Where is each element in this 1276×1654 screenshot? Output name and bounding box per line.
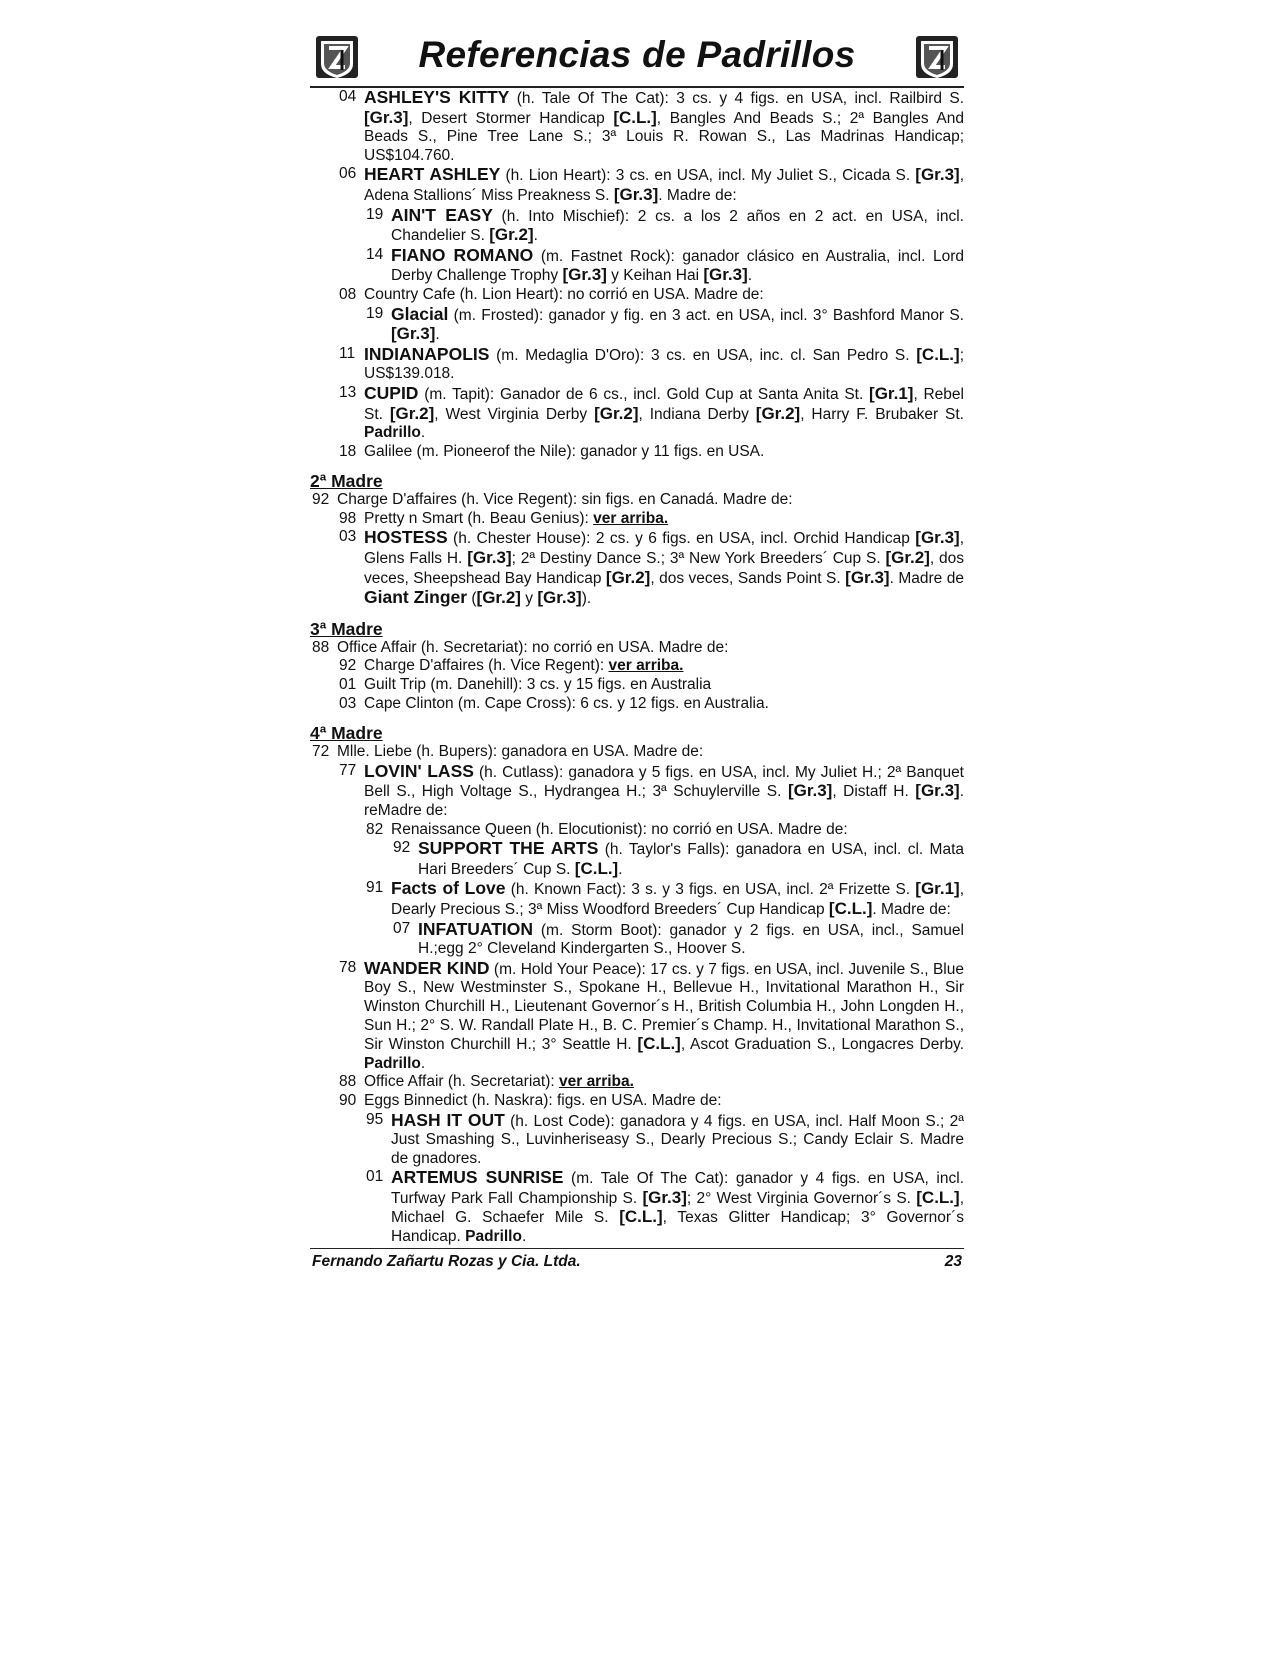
entry-text: (m. Tale Of The Cat): ganador y 4 figs. en USA, incl. Turfway Park Fall Championship S.	[391, 1170, 964, 1207]
entry-text: , Harry F. Brubaker St.	[800, 405, 964, 423]
entry-text: , Desert Stormer Handicap	[408, 109, 614, 127]
race-grade: [Gr.3]	[537, 588, 582, 608]
race-grade: [Gr.2]	[885, 548, 930, 568]
entry-text: (h. Taylor's Falls): ganadora en USA, incl. cl. Mata Hari Breeders´ Cup S.	[418, 841, 964, 878]
pedigree-entry	[310, 821, 964, 840]
entry-text: (h. Known Fact): 3 s. y 3 figs. en USA, incl. 2ª Frizette S.	[505, 881, 916, 899]
pedigree-entry	[310, 879, 964, 919]
sire-label: Padrillo	[364, 1054, 421, 1072]
entry-text: (m. Tapit): Ganador de 6 cs., incl. Gold Cup at Santa Anita St.	[418, 385, 870, 403]
entry-text: (h. Chester House): 2 cs. y 6 figs. en USA, incl. Orchid Handicap	[447, 530, 916, 548]
entry-text: ; 2° West Virginia Governor´s S.	[686, 1189, 917, 1207]
entry-year: 03	[339, 528, 357, 546]
entry-year: 72	[312, 743, 330, 761]
entry-text: Renaissance Queen (h. Elocutionist): no corrió en USA. Madre de:	[391, 820, 848, 838]
entry-text: .	[420, 1054, 426, 1072]
horse-name: INDIANAPOLIS	[364, 343, 490, 364]
entry-year: 92	[312, 491, 330, 509]
pedigree-entry	[310, 305, 964, 345]
entry-text: , Bangles And Beads S.; 2ª Bangles And Beads S., Pine Tree Lane S.; 3ª Louis R. Rowan S., Las Madrinas Handicap; US$104.760.	[364, 109, 964, 164]
pedigree-content	[310, 88, 964, 1247]
entry-text: Mlle. Liebe (h. Bupers): ganadora en USA. Madre de:	[337, 743, 704, 761]
pedigree-entry	[310, 345, 964, 384]
entry-text: y	[520, 590, 538, 608]
entry-text: (h. Lion Heart): 3 cs. en USA, incl. My Juliet S., Cicada S.	[500, 167, 916, 185]
race-grade: [Gr.2]	[389, 403, 435, 423]
race-grade: [Gr.3]	[364, 107, 409, 127]
entry-text: . Madre de:	[872, 900, 951, 918]
entry-text: Eggs Binnedict (h. Naskra): figs. en USA. Madre de:	[364, 1091, 722, 1109]
entry-year: 01	[339, 676, 357, 694]
race-grade: [Gr.3]	[562, 265, 607, 285]
pedigree-entry	[310, 959, 964, 1074]
horse-name: AIN'T EASY	[391, 204, 493, 225]
page-number: 23	[944, 1253, 962, 1270]
pedigree-entry	[310, 920, 964, 959]
entry-text: . Madre de:	[658, 186, 737, 204]
horse-name: WANDER KIND	[364, 957, 490, 978]
entry-year: 06	[339, 165, 357, 183]
race-grade: [Gr.3]	[915, 528, 960, 548]
entry-text: , Ascot Graduation S., Longacres Derby.	[680, 1036, 965, 1054]
pedigree-entry	[310, 165, 964, 205]
race-grade: [C.L.]	[613, 107, 657, 127]
pedigree-entry	[310, 206, 964, 246]
entry-year: 14	[366, 245, 384, 263]
pedigree-entry	[310, 443, 964, 462]
cross-reference: ver arriba.	[558, 1073, 634, 1091]
entry-text: y Keihan Hai	[606, 267, 704, 285]
entry-text: .	[420, 424, 426, 442]
entry-year: 04	[339, 88, 357, 105]
race-grade: [Gr.3]	[642, 1187, 687, 1207]
cross-reference: ver arriba.	[593, 509, 669, 527]
entry-text: .	[618, 860, 623, 878]
race-grade: [Gr.3]	[915, 781, 960, 801]
entry-year: 18	[339, 442, 357, 460]
pedigree-entry	[310, 743, 964, 762]
entry-text: , dos veces, Sheepshead Bay Handicap	[364, 550, 964, 587]
entry-text: Pretty n Smart (h. Beau Genius):	[364, 509, 594, 527]
entry-text: Guilt Trip (m. Danehill): 3 cs. y 15 figs. en Australia	[364, 676, 712, 694]
entry-text: Charge D'affaires (h. Vice Regent): sin figs. en Canadá. Madre de:	[337, 491, 793, 509]
horse-name: LOVIN' LASS	[364, 760, 474, 781]
race-grade: [C.L.]	[828, 898, 873, 918]
horse-name: CUPID	[364, 382, 419, 403]
entry-year: 03	[339, 694, 357, 712]
entry-text: , Michael G. Schaefer Mile S.	[391, 1189, 964, 1227]
section-heading: 2ª Madre	[310, 471, 383, 492]
race-grade: [Gr.2]	[755, 403, 801, 423]
entry-year: 95	[366, 1110, 384, 1128]
entry-text: , Indiana Derby	[638, 405, 756, 423]
section-heading: 4ª Madre	[310, 723, 383, 744]
entry-year: 19	[366, 304, 384, 322]
entry-text: .	[435, 326, 440, 344]
pedigree-entry	[310, 1168, 964, 1246]
entry-text: Cape Clinton (m. Cape Cross): 6 cs. y 12 figs. en Australia.	[364, 694, 769, 712]
race-grade: [Gr.3]	[787, 781, 833, 801]
entry-text: ; 2ª Destiny Dance S.; 3ª New York Breeders´ Cup S.	[511, 550, 886, 568]
pedigree-entry	[310, 384, 964, 443]
sire-label: Padrillo	[364, 424, 421, 442]
entry-year: 07	[393, 919, 411, 937]
pedigree-entry	[310, 1111, 964, 1169]
entry-text: . reMadre de:	[364, 783, 965, 819]
entry-text: (m. Storm Boot): ganador y 2 figs. en USA, incl., Samuel H.;egg 2° Cleveland Kindergarten S., Hoover S.	[418, 921, 964, 958]
pedigree-entry	[310, 839, 964, 879]
entry-year: 11	[339, 344, 356, 362]
entry-year: 08	[339, 285, 357, 303]
entry-text: .	[533, 227, 538, 245]
race-grade: [Gr.3]	[845, 567, 890, 587]
entry-text: (m. Fastnet Rock): ganador clásico en Australia, incl. Lord Derby Challenge Trophy	[391, 247, 964, 285]
pedigree-entry	[310, 676, 964, 695]
entry-text: (m. Frosted): ganador y fig. en 3 act. en USA, incl. 3° Bashford Manor S.	[448, 306, 964, 324]
zr-monogram-shield-icon	[914, 34, 960, 80]
entry-text: Office Affair (h. Secretariat):	[364, 1073, 559, 1091]
page-header	[310, 30, 964, 88]
entry-year: 98	[339, 509, 357, 527]
entry-text: , Distaff H.	[832, 783, 916, 801]
entry-text: , West Virginia Derby	[434, 405, 595, 423]
entry-year: 19	[366, 205, 384, 223]
race-grade: [Gr.2]	[476, 588, 521, 608]
entry-text: (	[467, 590, 477, 608]
entry-text: (h. Into Mischief): 2 cs. a los 2 años en 2 act. en USA, incl. Chandelier S.	[391, 207, 964, 245]
entry-year: 78	[339, 958, 357, 976]
horse-name: SUPPORT THE ARTS	[418, 838, 599, 859]
cross-reference: ver arriba.	[608, 657, 684, 675]
horse-name: ARTEMUS SUNRISE	[391, 1167, 564, 1188]
entry-text: (h. Tale Of The Cat): 3 cs. y 4 figs. en USA, incl. Railbird S.	[509, 90, 964, 107]
entry-year: 90	[339, 1091, 357, 1109]
entry-text: .	[747, 267, 753, 285]
race-grade: [Gr.3]	[613, 184, 659, 204]
pedigree-entry	[310, 762, 964, 821]
entry-text: , Glens Falls H.	[364, 530, 964, 568]
entry-text: ).	[581, 590, 592, 608]
race-grade: [Gr.2]	[594, 403, 639, 423]
race-grade: [Gr.3]	[915, 165, 960, 185]
pedigree-entry	[310, 286, 964, 305]
entry-text: , Rebel St.	[364, 385, 964, 423]
race-grade: [C.L.]	[619, 1207, 663, 1227]
pedigree-entry	[310, 491, 964, 510]
pedigree-entry	[310, 639, 964, 658]
page-footer	[310, 1248, 964, 1274]
horse-name: HOSTESS	[364, 527, 448, 548]
entry-text: Country Cafe (h. Lion Heart): no corrió en USA. Madre de:	[364, 285, 764, 303]
entry-text: Office Affair (h. Secretariat): no corrió en USA. Madre de:	[337, 638, 729, 656]
entry-text: Galilee (m. Pioneerof the Nile): ganador y 11 figs. en USA.	[364, 442, 765, 460]
entry-year: 01	[366, 1168, 384, 1186]
entry-text: (m. Hold Your Peace): 17 cs. y 7 figs. en USA, incl. Juvenile S., Blue Boy S., New Westminster S., Spokane H., Bellevue H., Invitational Marathon H., Sir Winston Churchill H., Lieutenant Governor´s H., British Columbia H., John Longden H., Sun H.; 2° S. W. Randall Plate H., B. C. Premier´s Champ. H., Invitational Marathon S., Sir Winston Churchill H.; 3° Seattle H.	[364, 960, 964, 1054]
entry-year: 92	[339, 657, 357, 675]
horse-name: INFATUATION	[418, 918, 534, 939]
entry-year: 13	[339, 383, 357, 401]
entry-year: 77	[339, 761, 357, 779]
entry-text: (h. Cutlass): ganadora y 5 figs. en USA, incl. My Juliet H.; 2ª Banquet Bell S., High Voltage S., Hydrangea H.; 3ª Schuylerville S.	[364, 763, 964, 801]
race-grade: [C.L.]	[916, 344, 960, 364]
horse-name: Giant Zinger	[364, 587, 468, 608]
race-grade: [Gr.1]	[869, 383, 914, 403]
page-title: Referencias de Padrillos	[418, 34, 856, 75]
race-grade: [Gr.2]	[489, 225, 534, 245]
entry-year: 91	[366, 879, 384, 897]
horse-name: ASHLEY'S KITTY	[364, 87, 510, 107]
race-grade: [C.L.]	[916, 1187, 960, 1207]
race-grade: [C.L.]	[637, 1034, 681, 1054]
pedigree-entry	[310, 695, 964, 714]
pedigree-entry	[310, 510, 964, 529]
entry-year: 88	[312, 638, 330, 656]
race-grade: [Gr.3]	[391, 324, 436, 344]
entry-year: 82	[366, 820, 384, 838]
entry-text: , Adena Stallions´ Miss Preakness S.	[364, 167, 964, 204]
race-grade: [Gr.1]	[915, 879, 960, 899]
entry-year: 92	[393, 839, 411, 857]
race-grade: [C.L.]	[574, 858, 619, 878]
pedigree-entry	[310, 246, 964, 286]
entry-text: , Dearly Precious S.; 3ª Miss Woodford Breeders´ Cup Handicap	[391, 881, 964, 918]
pedigree-entry	[310, 528, 964, 608]
race-grade: [Gr.3]	[467, 548, 512, 568]
pedigree-entry	[310, 88, 964, 165]
pedigree-entry	[310, 657, 964, 676]
entry-text: . Madre de	[889, 569, 964, 587]
entry-text: ; US$139.018.	[364, 346, 964, 383]
entry-text: , Texas Glitter Handicap; 3° Governor´s Handicap.	[391, 1209, 964, 1246]
horse-name: HEART ASHLEY	[364, 164, 501, 185]
entry-year: 88	[339, 1073, 357, 1091]
sire-label: Padrillo	[465, 1228, 522, 1246]
horse-name: Glacial	[391, 303, 449, 324]
entry-text: , dos veces, Sands Point S.	[650, 569, 846, 587]
document-page	[310, 30, 965, 1270]
entry-text: (h. Lost Code): ganadora y 4 figs. en USA, incl. Half Moon S.; 2ª Just Smashing S., Luvinheriseasy S., Dearly Precious S.; Candy Eclair S. Madre de gnadores.	[391, 1112, 964, 1167]
pedigree-entry	[310, 1073, 964, 1092]
entry-text: (m. Medaglia D'Oro): 3 cs. en USA, inc. cl. San Pedro S.	[489, 346, 917, 364]
race-grade: [Gr.3]	[703, 265, 748, 285]
horse-name: Facts of Love	[391, 878, 506, 899]
entry-text: Charge D'affaires (h. Vice Regent):	[364, 657, 609, 675]
entry-text: .	[521, 1228, 527, 1246]
pedigree-entry	[310, 1092, 964, 1111]
section-heading: 3ª Madre	[310, 618, 383, 639]
horse-name: FIANO ROMANO	[391, 244, 534, 265]
horse-name: HASH IT OUT	[391, 1109, 505, 1130]
footer-publisher: Fernando Zañartu Rozas y Cia. Ltda.	[312, 1253, 581, 1270]
race-grade: [Gr.2]	[605, 567, 651, 587]
